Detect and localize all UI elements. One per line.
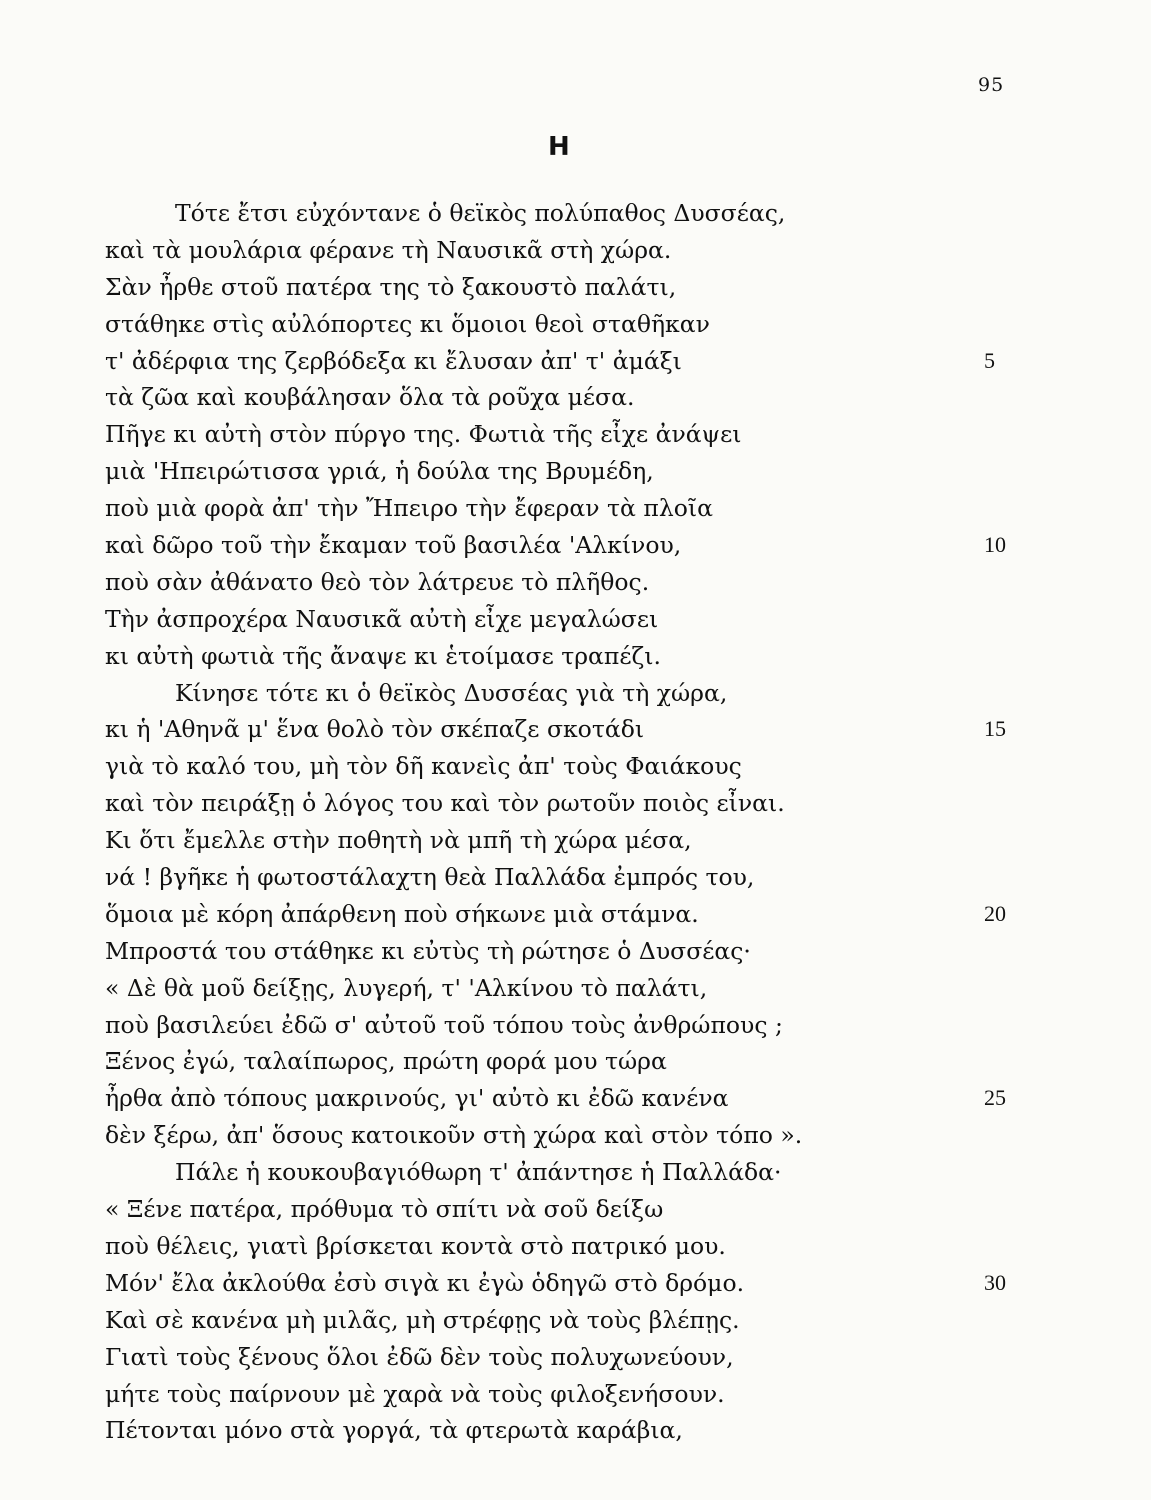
poem-line xyxy=(105,1265,1006,1302)
poem-line xyxy=(105,527,1006,564)
line-number: 20 xyxy=(984,900,1006,926)
poem-line xyxy=(105,748,865,785)
poem-line xyxy=(105,896,1006,933)
poem-line xyxy=(105,1191,865,1228)
poem-line xyxy=(105,490,865,527)
poem-line-text: Πέτονται μόνο στὰ γοργά, τὰ φτερωτὰ καράβια, xyxy=(105,1416,683,1445)
poem-line-text: κι αὐτὴ φωτιὰ τῆς ἄναψε κι ἑτοίμασε τραπέζι. xyxy=(105,641,661,670)
poem-line-text: κι ἡ 'Αθηνᾶ μ' ἕνα θολὸ τὸν σκέπαζε σκοτάδι xyxy=(105,715,645,744)
poem-line-text: Τὴν ἀσπροχέρα Ναυσικᾶ αὐτὴ εἶχε μεγαλώσει xyxy=(105,604,659,633)
poem-line-text: τ' ἀδέρφια της ζερβόδεξα κι ἔλυσαν ἀπ' τ' ἀμάξι xyxy=(105,346,682,375)
poem-line-text: Σὰν ἦρθε στοῦ πατέρα της τὸ ξακουστὸ παλάτι, xyxy=(105,272,677,301)
poem-line-text: « Ξένε πατέρα, πρόθυμα τὸ σπίτι νὰ σοῦ δείξω xyxy=(105,1195,664,1224)
poem-line xyxy=(105,970,865,1007)
poem-line xyxy=(105,1080,1006,1117)
poem-line xyxy=(105,564,865,601)
poem-line xyxy=(105,711,1006,748)
poem-line xyxy=(105,453,865,490)
poem-line-text: ποὺ βασιλεύει ἐδῶ σ' αὐτοῦ τοῦ τόπου τοὺς ἀνθρώπους ; xyxy=(105,1010,783,1039)
poem-line xyxy=(105,638,865,675)
line-number: 30 xyxy=(984,1269,1006,1295)
poem-line-text: μήτε τοὺς παίρνουν μὲ χαρὰ νὰ τοὺς φιλοξενήσουν. xyxy=(105,1379,725,1408)
poem-line xyxy=(105,822,865,859)
poem-line xyxy=(105,1302,865,1339)
poem-line xyxy=(105,785,865,822)
line-number: 15 xyxy=(984,716,1006,742)
poem-line-text: μιὰ 'Ηπειρώτισσα γριά, ἡ δούλα της Βρυμέδη, xyxy=(105,457,654,486)
poem-line xyxy=(105,343,995,380)
poem-line-text: Κίνησε τότε κι ὁ θεϊκὸς Δυσσέας γιὰ τὴ χώρα, xyxy=(175,678,728,707)
poem-line xyxy=(105,859,865,896)
poem-line-text: Μπροστά του στάθηκε κι εὐτὺς τὴ ρώτησε ὁ Δυσσέας· xyxy=(105,936,751,965)
poem-line-text: Γιατὶ τοὺς ξένους ὅλοι ἐδῶ δὲν τοὺς πολυχωνεύουν, xyxy=(105,1342,734,1371)
poem-line xyxy=(105,232,865,269)
poem-line-text: ποὺ σὰν ἀθάνατο θεὸ τὸν λάτρευε τὸ πλῆθος. xyxy=(105,567,650,596)
poem-line-text: στάθηκε στὶς αὐλόπορτες κι ὅμοιοι θεοὶ σταθῆκαν xyxy=(105,309,710,338)
poem-line-text: « Δὲ θὰ μοῦ δείξῃς, λυγερή, τ' 'Αλκίνου τὸ παλάτι, xyxy=(105,973,708,1002)
poem-line-text: Πάλε ἡ κουκουβαγιόθωρη τ' ἀπάντησε ἡ Παλλάδα· xyxy=(175,1158,782,1187)
poem-line xyxy=(105,1043,865,1080)
poem-line-text: ποὺ μιὰ φορὰ ἀπ' τὴν Ἤπειρο τὴν ἔφεραν τὰ πλοῖα xyxy=(105,494,713,523)
poem-line xyxy=(105,379,865,416)
poem-line-text: καὶ τὸν πειράξῃ ὁ λόγος του καὶ τὸν ρωτοῦν ποιὸς εἶναι. xyxy=(105,789,785,818)
poem-line xyxy=(105,1154,865,1191)
poem-line xyxy=(105,1376,865,1413)
poem-line-text: ἦρθα ἀπὸ τόπους μακρινούς, γι' αὐτὸ κι ἐδῶ κανένα xyxy=(105,1084,729,1113)
poem-line xyxy=(105,306,865,343)
poem-line xyxy=(105,1117,865,1154)
poem-line-text: νά ! βγῆκε ἡ φωτοστάλαχτη θεὰ Παλλάδα ἐμπρός του, xyxy=(105,863,755,892)
poem-line-text: Πῆγε κι αὐτὴ στὸν πύργο της. Φωτιὰ τῆς εἶχε ἀνάψει xyxy=(105,420,742,449)
poem-line xyxy=(105,675,865,712)
page-number: 95 xyxy=(978,74,1005,96)
poem-line-text: γιὰ τὸ καλό του, μὴ τὸν δῆ κανεὶς ἀπ' τοὺς Φαιάκους xyxy=(105,752,742,781)
poem-line-text: δὲν ξέρω, ἀπ' ὅσους κατοικοῦν στὴ χώρα καὶ στὸν τόπο ». xyxy=(105,1121,803,1150)
poem-line-text: Κι ὅτι ἔμελλε στὴν ποθητὴ νὰ μπῆ τὴ χώρα μέσα, xyxy=(105,826,692,855)
poem-line xyxy=(105,1228,865,1265)
poem-line-text: τὰ ζῶα καὶ κουβάλησαν ὅλα τὰ ροῦχα μέσα. xyxy=(105,383,635,412)
line-number: 25 xyxy=(984,1085,1006,1111)
poem-line xyxy=(105,1007,865,1044)
poem-line-text: καὶ τὰ μουλάρια φέρανε τὴ Ναυσικᾶ στὴ χώρα. xyxy=(105,235,672,264)
poem-line xyxy=(105,416,865,453)
poem-line-text: Μόν' ἔλα ἀκλούθα ἐσὺ σιγὰ κι ἐγὼ ὁδηγῶ στὸ δρόμο. xyxy=(105,1268,745,1297)
line-number: 5 xyxy=(984,347,995,373)
poem-line xyxy=(105,269,865,306)
poem-line xyxy=(105,601,865,638)
book-title: Η xyxy=(548,132,570,162)
poem-line xyxy=(105,1339,865,1376)
poem-line xyxy=(105,933,865,970)
poem-line-text: καὶ δῶρο τοῦ τὴν ἔκαμαν τοῦ βασιλέα 'Αλκίνου, xyxy=(105,531,682,560)
poem-line-text: Τότε ἔτσι εὐχόντανε ὁ θεϊκὸς πολύπαθος Δυσσέας, xyxy=(175,199,786,227)
poem-line-text: ὅμοια μὲ κόρη ἀπάρθενη ποὺ σήκωνε μιὰ στάμνα. xyxy=(105,899,699,928)
line-number: 10 xyxy=(984,532,1006,558)
poem-line-text: ποὺ θέλεις, γιατὶ βρίσκεται κοντὰ στὸ πατρικό μου. xyxy=(105,1231,726,1260)
poem-line-text: Καὶ σὲ κανένα μὴ μιλᾶς, μὴ στρέφῃς νὰ τοὺς βλέπῃς. xyxy=(105,1305,740,1334)
poem-body xyxy=(105,195,1006,1449)
poem-line xyxy=(105,1412,865,1449)
poem-line-text: Ξένος ἐγώ, ταλαίπωρος, πρώτη φορά μου τώρα xyxy=(105,1047,667,1076)
poem-line xyxy=(105,195,865,232)
